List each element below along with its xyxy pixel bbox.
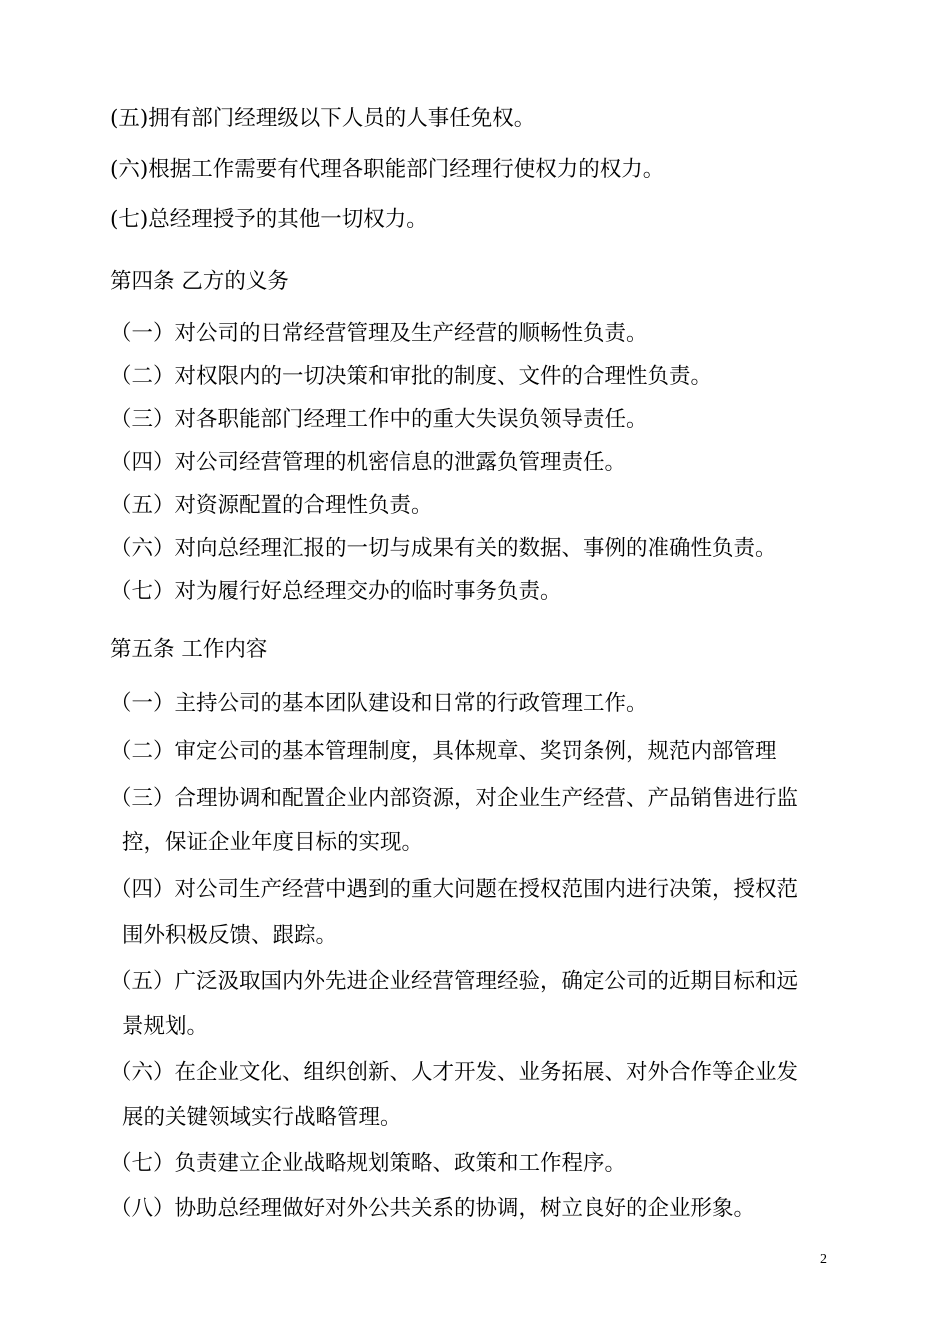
list-item: （六）对向总经理汇报的一切与成果有关的数据、事例的准确性负责。 (110, 536, 777, 561)
article-heading: 第四条 乙方的义务 (110, 269, 289, 294)
list-item: （三）对各职能部门经理工作中的重大失误负领导责任。 (110, 407, 648, 432)
list-item: （二）审定公司的基本管理制度，具体规章、奖罚条例，规范内部管理 (110, 739, 777, 764)
list-item-continuation: 围外积极反馈、跟踪。 (122, 923, 338, 948)
list-item: （四）对公司经营管理的机密信息的泄露负管理责任。 (110, 450, 627, 475)
list-item-continuation: 展的关键领域实行战略管理。 (122, 1105, 402, 1130)
list-item: （二）对权限内的一切决策和审批的制度、文件的合理性负责。 (110, 364, 713, 389)
list-item: （五）广泛汲取国内外先进企业经营管理经验，确定公司的近期目标和远 (110, 969, 799, 994)
list-item: （七）对为履行好总经理交办的临时事务负责。 (110, 579, 562, 604)
rights-line: (五)拥有部门经理级以下人员的人事任免权。 (110, 106, 536, 131)
page-number: 2 (820, 1252, 827, 1267)
article-heading: 第五条 工作内容 (110, 637, 268, 662)
list-item: （一）对公司的日常经营管理及生产经营的顺畅性负责。 (110, 321, 648, 346)
list-item-continuation: 控，保证企业年度目标的实现。 (122, 830, 424, 855)
list-item: （五）对资源配置的合理性负责。 (110, 493, 433, 518)
list-item: （六）在企业文化、组织创新、人才开发、业务拓展、对外合作等企业发 (110, 1060, 799, 1085)
list-item: （八）协助总经理做好对外公共关系的协调，树立良好的企业形象。 (110, 1196, 756, 1221)
list-item: （七）负责建立企业战略规划策略、政策和工作程序。 (110, 1151, 627, 1176)
rights-line: (六)根据工作需要有代理各职能部门经理行使权力的权力。 (110, 157, 665, 182)
list-item: （一）主持公司的基本团队建设和日常的行政管理工作。 (110, 691, 648, 716)
list-item-continuation: 景规划。 (122, 1014, 209, 1039)
rights-line: (七)总经理授予的其他一切权力。 (110, 207, 428, 232)
list-item: （四）对公司生产经营中遇到的重大问题在授权范围内进行决策，授权范 (110, 877, 799, 902)
list-item: （三）合理协调和配置企业内部资源，对企业生产经营、产品销售进行监 (110, 786, 799, 811)
